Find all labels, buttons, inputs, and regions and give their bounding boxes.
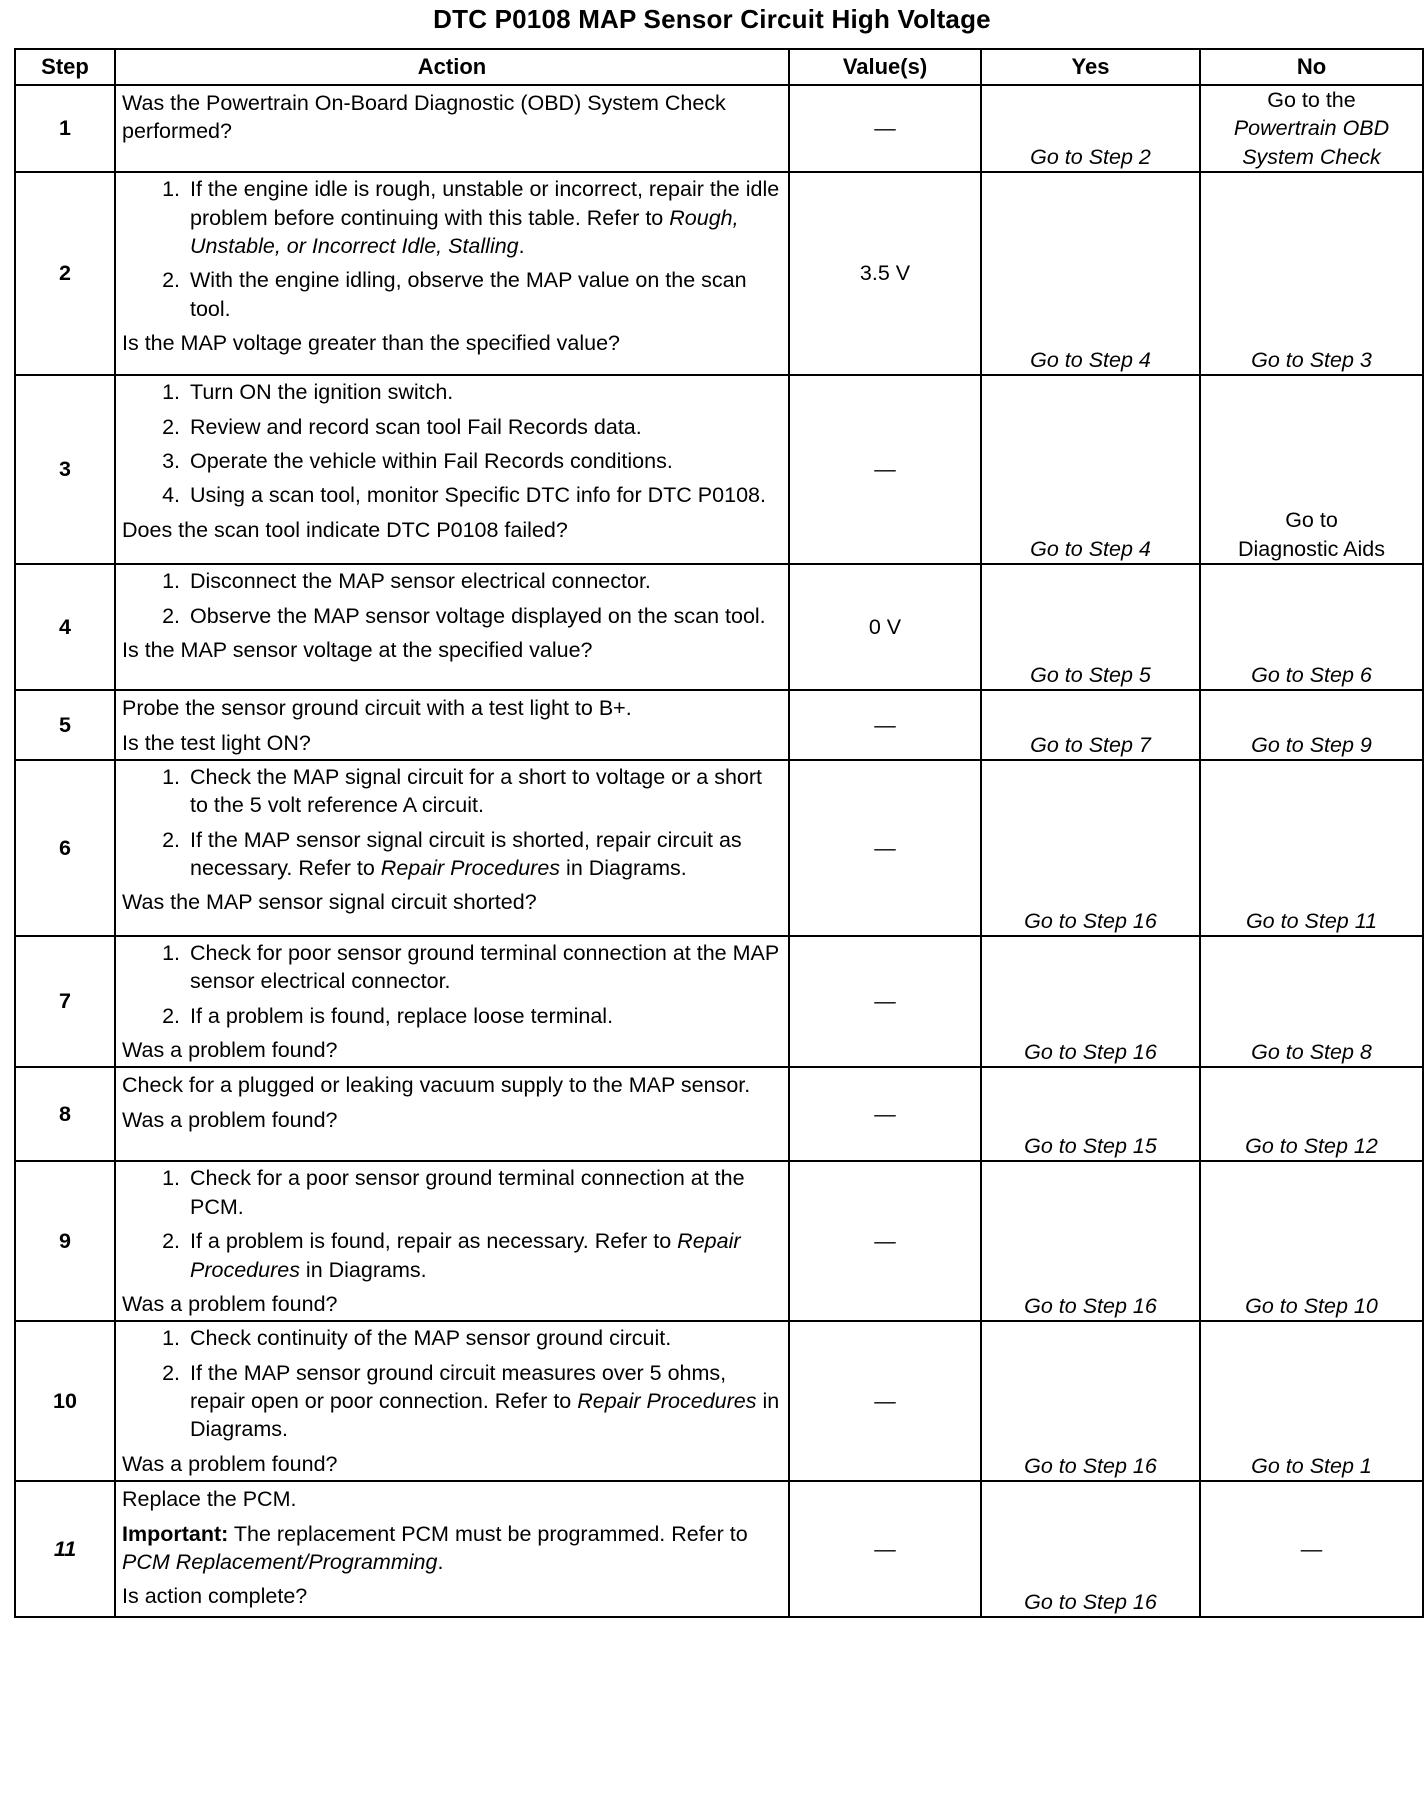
- action-item: 1. Disconnect the MAP sensor electrical connector.: [186, 567, 782, 595]
- no-cell: Go to Step 8: [1200, 936, 1423, 1068]
- action-question: Is the test light ON?: [122, 730, 311, 755]
- action-item: 2. Review and record scan tool Fail Records data.: [186, 413, 782, 441]
- action-list: [122, 175, 782, 323]
- action-cell: [115, 172, 789, 375]
- no-cell: Go to Step 1: [1200, 1321, 1423, 1481]
- header-yes: Yes: [981, 49, 1200, 85]
- yes-cell: Go to Step 16: [981, 1161, 1200, 1321]
- action-cell: [115, 690, 789, 760]
- no-cell: Go to Step 9: [1200, 690, 1423, 760]
- table-row: [15, 375, 1423, 564]
- action-item: 1. Check continuity of the MAP sensor ground circuit.: [186, 1324, 782, 1352]
- action-item: 1. Check for poor sensor ground terminal connection at the MAP sensor electrical connector.: [186, 939, 782, 996]
- header-no: No: [1200, 49, 1423, 85]
- important-label: Important:: [122, 1521, 229, 1546]
- header-values: Value(s): [789, 49, 981, 85]
- no-cell: Go to Step 10: [1200, 1161, 1423, 1321]
- no-cell: Go to Step 12: [1200, 1067, 1423, 1161]
- table-row: [15, 760, 1423, 936]
- action-item: 2. If a problem is found, repair as necessary. Refer to Repair Procedures in Diagrams.: [186, 1227, 782, 1284]
- value-cell: —: [789, 1481, 981, 1617]
- no-text: Go to the: [1267, 88, 1356, 112]
- step-number: 8: [15, 1067, 115, 1161]
- value-cell: —: [789, 85, 981, 172]
- action-cell: [115, 375, 789, 564]
- step-number: 5: [15, 690, 115, 760]
- action-cell: [115, 1161, 789, 1321]
- action-item: 1. Turn ON the ignition switch.: [186, 378, 782, 406]
- value-cell: —: [789, 1161, 981, 1321]
- action-question: Was a problem found?: [122, 1038, 338, 1062]
- action-item: 2. If the MAP sensor signal circuit is shorted, repair circuit as necessary. Refer to Repair Procedures in Diagrams.: [186, 826, 782, 883]
- reference-link: Rough, Unstable, or Incorrect Idle, Stalling: [190, 205, 739, 258]
- value-cell: 0 V: [789, 564, 981, 690]
- action-list: [122, 1164, 782, 1284]
- yes-cell: Go to Step 16: [981, 1481, 1200, 1617]
- step-number: 1: [15, 85, 115, 172]
- action-question: Was a problem found?: [122, 1451, 338, 1476]
- no-text: Diagnostic Aids: [1238, 536, 1385, 561]
- step-number: 6: [15, 760, 115, 936]
- no-cell: Go to Step 6: [1200, 564, 1423, 690]
- action-cell: [115, 1067, 789, 1161]
- action-list: [122, 567, 782, 630]
- important-note: Important: The replacement PCM must be programmed. Refer to PCM Replacement/Programming.: [122, 1521, 748, 1574]
- no-cell: —: [1200, 1481, 1423, 1617]
- action-item: 2. Observe the MAP sensor voltage displayed on the scan tool.: [186, 602, 782, 630]
- action-question: Was a problem found?: [122, 1291, 338, 1316]
- no-cell: Go to Step 3: [1200, 172, 1423, 375]
- action-item: 4. Using a scan tool, monitor Specific DTC info for DTC P0108.: [186, 481, 782, 509]
- step-number: 3: [15, 375, 115, 564]
- action-cell: [115, 564, 789, 690]
- table-row: [15, 1481, 1423, 1617]
- action-text: Was the Powertrain On-Board Diagnostic (OBD) System Check performed?: [122, 91, 726, 144]
- table-row: [15, 1321, 1423, 1481]
- action-question: Was a problem found?: [122, 1107, 338, 1132]
- yes-cell: Go to Step 2: [981, 85, 1200, 172]
- action-cell: [115, 1321, 789, 1481]
- action-text: Replace the PCM.: [122, 1487, 297, 1512]
- action-item: 2. If the MAP sensor ground circuit measures over 5 ohms, repair open or poor connection. Refer to Repair Procedures in Diagrams.: [186, 1359, 782, 1444]
- yes-cell: Go to Step 4: [981, 172, 1200, 375]
- value-cell: —: [789, 936, 981, 1068]
- step-number: 11: [15, 1481, 115, 1617]
- page-title: DTC P0108 MAP Sensor Circuit High Voltage: [433, 4, 991, 34]
- step-number: 7: [15, 936, 115, 1068]
- value-cell: —: [789, 1321, 981, 1481]
- step-number: 2: [15, 172, 115, 375]
- action-text: Check for a plugged or leaking vacuum supply to the MAP sensor.: [122, 1073, 751, 1098]
- action-question: Does the scan tool indicate DTC P0108 failed?: [122, 517, 568, 542]
- action-question: Was the MAP sensor signal circuit shorted?: [122, 890, 537, 915]
- action-item: 1. Check for a poor sensor ground terminal connection at the PCM.: [186, 1164, 782, 1221]
- no-cell: Go to Step 11: [1200, 760, 1423, 936]
- action-text: Probe the sensor ground circuit with a test light to B+.: [122, 696, 632, 721]
- yes-cell: Go to Step 7: [981, 690, 1200, 760]
- action-cell: [115, 1481, 789, 1617]
- action-list: [122, 763, 782, 883]
- yes-cell: Go to Step 15: [981, 1067, 1200, 1161]
- value-cell: —: [789, 690, 981, 760]
- action-list: [122, 1324, 782, 1444]
- table-header-row: [15, 49, 1423, 85]
- reference-link: Repair Procedures: [380, 856, 561, 880]
- table-row: [15, 1067, 1423, 1161]
- action-list: [122, 939, 782, 1030]
- action-item: 1. If the engine idle is rough, unstable or incorrect, repair the idle problem before continuing with this table. Refer to Rough, Unstable, or Incorrect Idle, Stalling.: [186, 175, 782, 260]
- action-item: 1. Check the MAP signal circuit for a short to voltage or a short to the 5 volt reference A circuit.: [186, 763, 782, 820]
- reference-link: PCM Replacement/Programming: [122, 1549, 438, 1574]
- header-action: Action: [115, 49, 789, 85]
- reference-link: Repair Procedures: [190, 1229, 741, 1282]
- yes-cell: Go to Step 5: [981, 564, 1200, 690]
- action-cell: [115, 85, 789, 172]
- action-item: 2. With the engine idling, observe the MAP value on the scan tool.: [186, 266, 782, 323]
- yes-cell: Go to Step 16: [981, 1321, 1200, 1481]
- reference-link: Repair Procedures: [577, 1389, 757, 1413]
- action-cell: [115, 936, 789, 1068]
- diagnostic-table: [14, 48, 1424, 1618]
- action-question: Is the MAP voltage greater than the specified value?: [122, 331, 620, 355]
- header-step: Step: [15, 49, 115, 85]
- action-item: 2. If a problem is found, replace loose terminal.: [186, 1002, 782, 1030]
- table-row: [15, 172, 1423, 375]
- value-cell: —: [789, 760, 981, 936]
- action-cell: [115, 760, 789, 936]
- table-row: [15, 85, 1423, 172]
- no-text: Go to: [1285, 508, 1338, 533]
- action-question: Is action complete?: [122, 1584, 308, 1609]
- no-cell: [1200, 85, 1423, 172]
- action-list: [122, 378, 782, 510]
- no-cell: [1200, 375, 1423, 564]
- table-row: [15, 1161, 1423, 1321]
- yes-cell: Go to Step 16: [981, 760, 1200, 936]
- action-question: Is the MAP sensor voltage at the specified value?: [122, 637, 593, 662]
- step-number: 10: [15, 1321, 115, 1481]
- no-link: Powertrain OBD System Check: [1233, 116, 1390, 169]
- yes-cell: Go to Step 16: [981, 936, 1200, 1068]
- value-cell: —: [789, 1067, 981, 1161]
- action-item: 3. Operate the vehicle within Fail Records conditions.: [186, 447, 782, 475]
- table-row: [15, 564, 1423, 690]
- yes-cell: Go to Step 4: [981, 375, 1200, 564]
- table-row: [15, 690, 1423, 760]
- value-cell: 3.5 V: [789, 172, 981, 375]
- step-number: 4: [15, 564, 115, 690]
- table-row: [15, 936, 1423, 1068]
- step-number: 9: [15, 1161, 115, 1321]
- value-cell: —: [789, 375, 981, 564]
